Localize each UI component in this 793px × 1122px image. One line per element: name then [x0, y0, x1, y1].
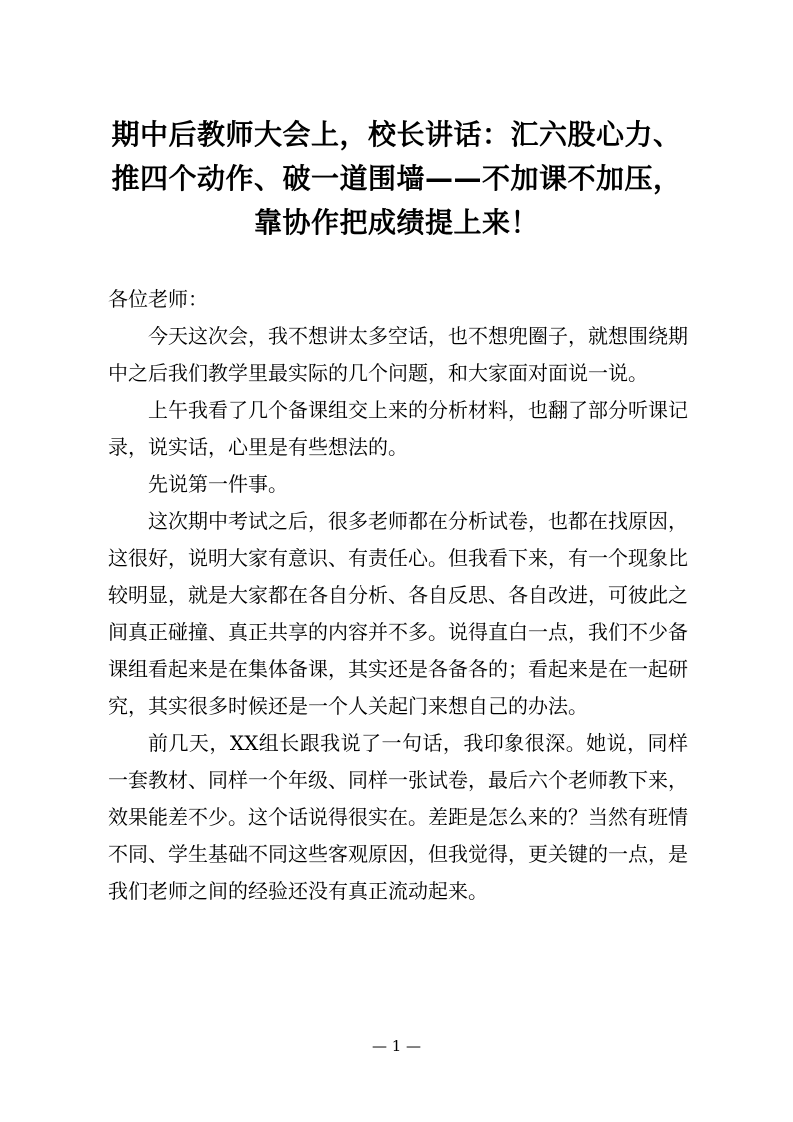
- paragraph: 这次期中考试之后，很多老师都在分析试卷，也都在找原因，这很好，说明大家有意识、有责任心。但我看下来，有一个现象比较明显，就是大家都在各自分析、各自反思、各自改进，可彼此之间真正碰撞、真正共享的内容并不多。说得直白一点，我们不少备课组看起来是在集体备课，其实还是各备各的；看起来是在一起研究，其实很多时候还是一个人关起门来想自己的办法。: [108, 509, 688, 718]
- paragraph: 前几天，XX组长跟我说了一句话，我印象很深。她说，同样一套教材、同样一个年级、同样一张试卷，最后六个老师教下来，效果能差不少。这个话说得很实在。差距是怎么来的？当然有班情不同、学生基础不同这些客观原因，但我觉得，更关键的一点，是我们老师之间的经验还没有真正流动起来。: [108, 731, 688, 903]
- document-body: [108, 281, 688, 910]
- paragraph: 上午我看了几个备课组交上来的分析材料，也翻了部分听课记录，说实话，心里是有些想法的。: [108, 398, 688, 459]
- document-title: 期中后教师大会上，校长讲话：汇六股心力、推四个动作、破一道围墙——不加课不加压，靠协作把成绩提上来！: [111, 118, 682, 239]
- page-number: — 1 —: [371, 1037, 422, 1055]
- salutation: 各位老师：: [108, 287, 208, 311]
- paragraph: 今天这次会，我不想讲太多空话，也不想兜圈子，就想围绕期中之后我们教学里最实际的几个问题，和大家面对面说一说。: [108, 324, 688, 385]
- paragraph: 先说第一件事。: [148, 472, 288, 496]
